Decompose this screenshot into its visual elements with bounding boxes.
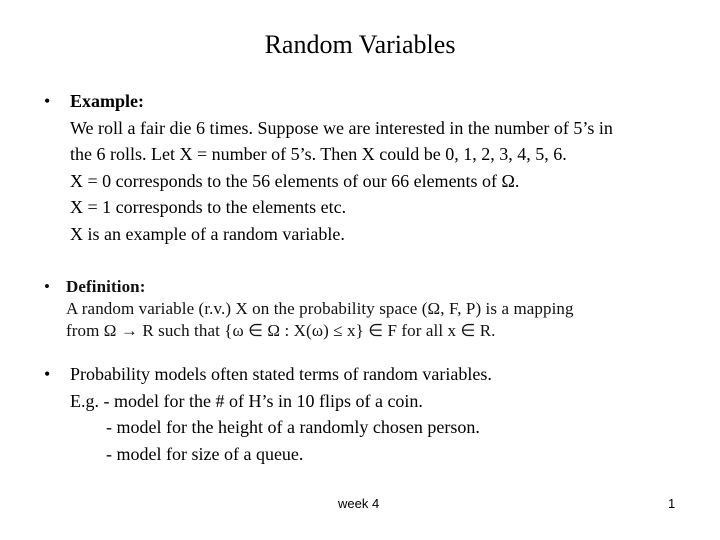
bullet: • (44, 277, 51, 296)
example-section (44, 88, 684, 247)
bullet: • (44, 91, 51, 111)
definition-line-1: A random variable (r.v.) X on the probability space (Ω, F, P) is a mapping (66, 299, 574, 318)
models-line-3: - model for the height of a randomly chosen person. (106, 417, 480, 437)
example-line-5: X is an example of a random variable. (70, 223, 345, 244)
models-line-4: - model for size of a queue. (106, 443, 304, 464)
example-line-1: We roll a fair die 6 times. Suppose we are interested in the number of 5’s in (70, 117, 613, 138)
definition-section (44, 276, 574, 342)
models-section (44, 361, 684, 467)
definition-line-2: from Ω → R such that {ω ∈ Ω : X(ω) ≤ x} ∈ F for all x ∈ R. (66, 321, 496, 340)
slide-title: Random Variables (264, 30, 456, 59)
example-line-2: the 6 rolls. Let X = number of 5’s. Then X could be 0, 1, 2, 3, 4, 5, 6. (70, 144, 567, 164)
models-line-1: Probability models often stated terms of random variables. (70, 364, 492, 384)
page-number: 1 (668, 496, 676, 511)
models-line-2: E.g. - model for the # of H’s in 10 flips of a coin. (70, 390, 423, 411)
example-line-3: X = 0 corresponds to the 56 elements of our 66 elements of Ω. (70, 170, 520, 191)
bullet: • (44, 364, 51, 384)
example-line-4: X = 1 corresponds to the elements etc. (70, 197, 347, 217)
footer-week: week 4 (338, 496, 380, 511)
example-heading: Example: (70, 91, 144, 111)
definition-heading: Definition: (66, 277, 146, 296)
